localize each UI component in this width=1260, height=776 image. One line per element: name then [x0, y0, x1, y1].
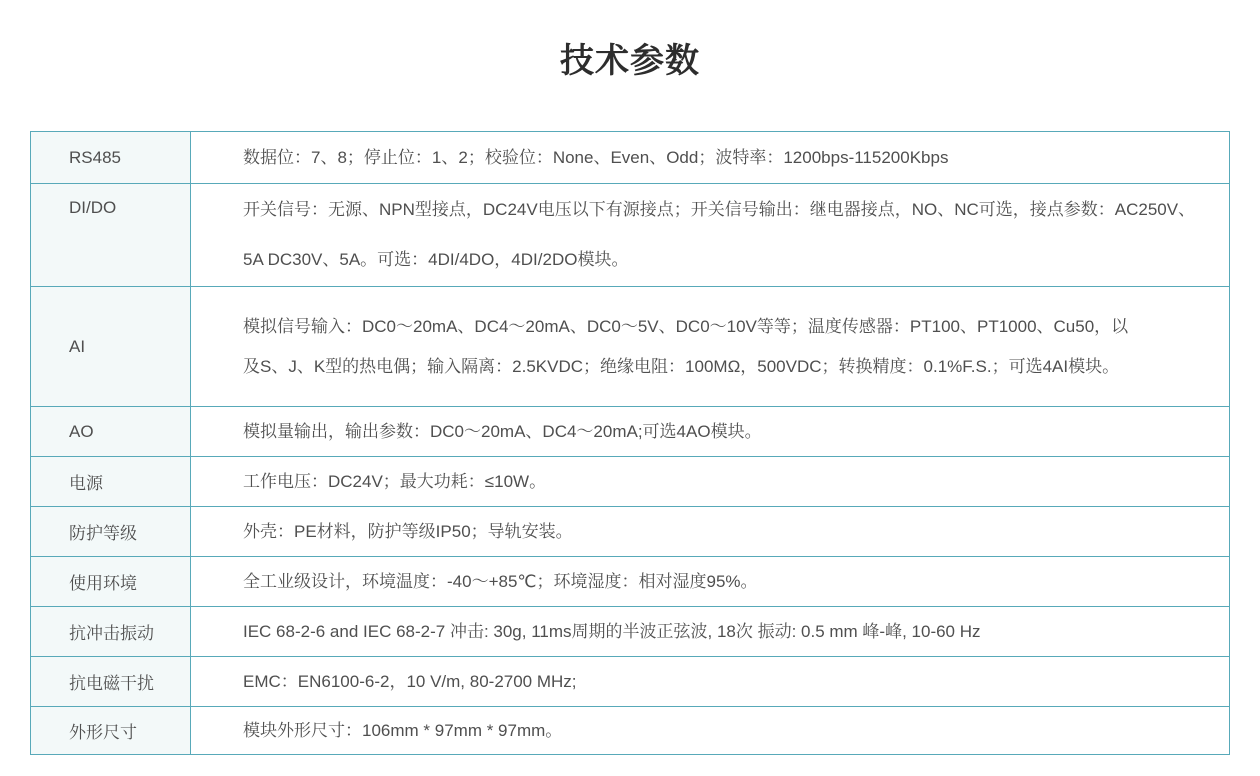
row-content — [191, 132, 1230, 184]
row-content — [191, 557, 1230, 607]
row-label: 使用环境 — [31, 557, 191, 607]
row-label: 抗冲击振动 — [31, 607, 191, 657]
row-label: 抗电磁干扰 — [31, 657, 191, 707]
row-content-line: EMC：EN6100-6-2，10 V/m, 80-2700 MHz; — [243, 671, 577, 691]
row-label: RS485 — [31, 132, 191, 184]
table-row — [31, 287, 1230, 407]
table-row — [31, 457, 1230, 507]
row-content-line: 数据位：7、8；停止位：1、2；校验位：None、Even、Odd；波特率：1200bps-115200Kbps — [243, 147, 949, 167]
row-content — [191, 287, 1230, 407]
table-row — [31, 607, 1230, 657]
row-content-line: 外壳：PE材料，防护等级IP50；导轨安装。 — [243, 521, 573, 541]
row-content — [191, 607, 1230, 657]
row-label: AI — [31, 287, 191, 407]
row-content-line: 工作电压：DC24V；最大功耗：≤10W。 — [243, 471, 547, 491]
row-label: 电源 — [31, 457, 191, 507]
row-label: DI/DO — [31, 184, 191, 287]
table-row — [31, 657, 1230, 707]
row-content — [191, 707, 1230, 755]
table-row — [31, 132, 1230, 184]
row-content-line: 开关信号：无源、NPN型接点，DC24V电压以下有源接点；开关信号输出：继电器接点，NO、NC可选，接点参数：AC250V、 — [243, 200, 1196, 219]
row-content-line: 全工业级设计，环境温度：-40～+85℃；环境湿度：相对湿度95%。 — [243, 571, 758, 591]
table-row — [31, 407, 1230, 457]
row-content — [191, 184, 1230, 287]
page-title: 技术参数 — [560, 42, 700, 80]
row-content — [191, 657, 1230, 707]
row-content-line: 模拟量输出，输出参数：DC0～20mA、DC4～20mA;可选4AO模块。 — [243, 421, 762, 441]
row-content — [191, 457, 1230, 507]
row-content-line: 5A DC30V、5A。可选：4DI/4DO，4DI/2DO模块。 — [243, 250, 629, 269]
table-row — [31, 184, 1230, 287]
row-content-line: IEC 68-2-6 and IEC 68-2-7 冲击: 30g, 11ms周期的半波正弦波, 18次 振动: 0.5 mm 峰-峰, 10-60 Hz — [243, 621, 981, 641]
table-row — [31, 557, 1230, 607]
row-content-line: 模拟信号输入：DC0～20mA、DC4～20mA、DC0～5V、DC0～10V等等；温度传感器：PT100、PT1000、Cu50，以 — [243, 316, 1129, 336]
spec-table-body — [31, 132, 1230, 755]
row-content-line: 及S、J、K型的热电偶；输入隔离：2.5KVDC；绝缘电阻：100MΩ，500VDC；转换精度：0.1%F.S.；可选4AI模块。 — [243, 356, 1120, 376]
spec-table — [30, 131, 1230, 755]
row-label: AO — [31, 407, 191, 457]
row-label: 外形尺寸 — [31, 707, 191, 755]
table-row — [31, 707, 1230, 755]
row-content-line: 模块外形尺寸：106mm * 97mm * 97mm。 — [243, 720, 563, 740]
row-content — [191, 407, 1230, 457]
table-row — [31, 507, 1230, 557]
row-label: 防护等级 — [31, 507, 191, 557]
row-content — [191, 507, 1230, 557]
